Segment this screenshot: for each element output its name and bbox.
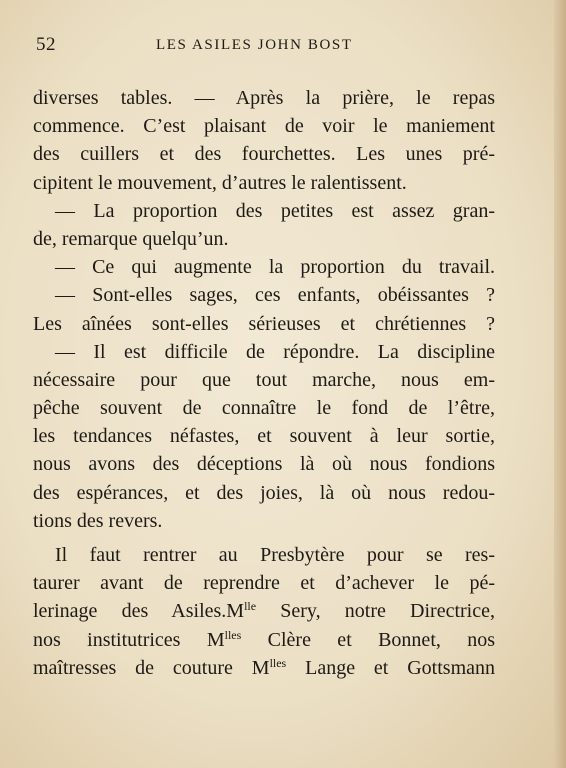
text-line xyxy=(33,654,495,682)
text-line: — La proportion des petites est assez gran- xyxy=(55,199,495,222)
text-line: Les aînées sont-elles sérieuses et chrétiennes ? xyxy=(33,312,495,335)
text-line: des espérances, et des joies, là où nous redou- xyxy=(33,481,495,504)
body-text xyxy=(33,84,495,682)
text-line: les tendances néfastes, et souvent à leur sortie, xyxy=(33,425,495,448)
text-line: cipitent le mouvement, d’autres le ralentissent. xyxy=(33,171,407,194)
running-title: LES ASILES JOHN BOST xyxy=(156,37,353,53)
page-edge xyxy=(554,0,566,768)
page-header xyxy=(36,34,526,60)
text-line: taurer avant de reprendre et d’achever le pé- xyxy=(33,572,495,595)
text-line xyxy=(33,597,495,625)
text-line: tions des revers. xyxy=(33,509,163,532)
text-segment: Sery, notre Directrice, xyxy=(256,600,495,623)
text-line: nécessaire pour que tout marche, nous em- xyxy=(33,368,495,391)
text-line: des cuillers et des fourchettes. Les unes pré- xyxy=(33,143,495,166)
text-segment: lerinage des Asiles. xyxy=(33,600,227,623)
text-line: de, remarque quelqu’un. xyxy=(33,227,229,250)
text-line: — Sont-elles sages, ces enfants, obéissantes ? xyxy=(55,284,495,307)
text-segment: maîtresses de couture xyxy=(33,656,233,679)
abbreviation-m: M xyxy=(251,656,270,679)
text-line: diverses tables. — Après la prière, le repas xyxy=(33,87,495,109)
abbreviation-m: M xyxy=(206,628,225,651)
text-segment: Lange et Gottsmann xyxy=(286,656,495,679)
page-number: 52 xyxy=(36,34,56,55)
abbreviation-superscript: lles xyxy=(269,655,287,670)
text-line: — Ce qui augmente la proportion du travail. xyxy=(55,256,495,279)
text-line: Il faut rentrer au Presbytère pour se res- xyxy=(55,544,495,566)
abbreviation-superscript: lles xyxy=(224,627,242,642)
text-segment: nos institutrices xyxy=(33,628,181,651)
text-line: — Il est difficile de répondre. La discipline xyxy=(55,340,495,363)
text-segment: Clère et Bonnet, nos xyxy=(241,628,495,651)
text-line: pêche souvent de connaître le fond de l’être, xyxy=(33,397,495,420)
abbreviation-m: M xyxy=(226,600,245,623)
text-line: commence. C’est plaisant de voir le maniement xyxy=(33,115,495,138)
text-line xyxy=(33,626,495,654)
text-line: nous avons des déceptions là où nous fondions xyxy=(33,453,495,476)
abbreviation-superscript: lle xyxy=(244,599,257,614)
